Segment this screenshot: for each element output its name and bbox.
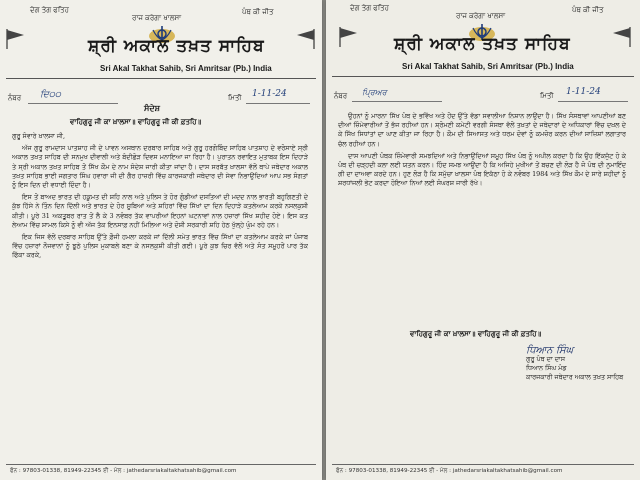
nishan-sahib-flag-icon <box>610 26 634 48</box>
salutation: ਵਾਹਿਗੁਰੂ ਜੀ ਕਾ ਖ਼ਾਲਸਾ॥ ਵਾਹਿਗੁਰੂ ਜੀ ਕੀ ਫ਼ਤਹਿ॥ <box>70 118 202 126</box>
date-value: 1-11-24 <box>566 87 601 97</box>
date-label: ਮਿਤੀ <box>540 92 554 100</box>
signatory-title: ਕਾਰਜਕਾਰੀ ਜਥੇਦਾਰ ਅਕਾਲ ਤਖ਼ਤ ਸਾਹਿਬ <box>526 373 624 381</box>
reference-number: ਪ੍ਰਿਅਰ <box>362 88 387 97</box>
header-divider <box>332 76 634 77</box>
letterhead-title: ਸ਼੍ਰੀ ਅਕਾਲ ਤਖ਼ਤ ਸਾਹਿਬ <box>394 34 571 54</box>
nishan-sahib-flag-icon <box>336 26 360 48</box>
letter-body-right <box>338 112 626 322</box>
closing-salutation: ਵਾਹਿਗੁਰੂ ਜੀ ਕਾ ਖ਼ਾਲਸਾ॥ ਵਾਹਿਗੁਰੂ ਜੀ ਕੀ ਫ਼ਤਹਿ॥ <box>410 330 542 338</box>
letter-body-left <box>12 132 308 458</box>
message-heading: ਸੰਦੇਸ਼ <box>144 104 160 113</box>
letter-page-right <box>326 0 640 480</box>
signature-block <box>526 346 623 382</box>
footer-divider <box>6 464 316 465</box>
contact-footer: ਫੋਨ : 97803-01338, 81949-22345 ਈ - ਮੇਲ : jathedarsriakaltakhatsahib@gmail.com <box>336 468 563 474</box>
signature: ਧਿਆਨ ਸਿੰਘ <box>526 345 574 356</box>
reference-label: ਨੰਬਰ <box>8 94 22 102</box>
nishan-sahib-flag-icon <box>294 28 318 50</box>
nishan-sahib-flag-icon <box>3 28 27 50</box>
paragraph: ਦਾਸ ਆਪਣੀ ਪੰਥਕ ਜ਼ਿੰਮੇਵਾਰੀ ਸਮਝਦਿਆਂ ਅਤੇ ਨਿਭਾਉਂਦਿਆਂ ਸਮੂਹ ਸਿੱਖ ਪੰਥ ਨੂੰ ਅਪੀਲ ਕਰਦਾ ਹੈ ਕਿ ਉਹ ਇੱਕਜੁੱਟ ਹੋ ਕੇ ਪੰਥ ਦੀ ਚੜ੍ਹਦੀ ਕਲਾ ਲਈ ਯਤਨ ਕਰਨ। ਹਿੰਦ ਸਮਝ ਆਉਂਦਾ ਹੈ ਕਿ ਅਜਿਹੇ ਮੁਖੀਆਂ ਤੋਂ ਬਚਣ ਦੀ ਲੋੜ ਹੈ ਜੋ ਪੰਥ ਦੀ ਨੁਮਾਇੰਦਗੀ ਦਾ ਦਾਅਵਾ ਕਰਦੇ ਹਨ। ਹੁਣ ਲੋੜ ਹੈ ਕਿ ਸਮੁੱਚਾ ਖ਼ਾਲਸਾ ਪੰਥ ਇਕੱਠਾ ਹੋ ਕੇ ਨਵੰਬਰ 1984 ਅਤੇ ਸਿੱਖ ਕੌਮ ਦੇ ਸਾਰੇ ਸ਼ਹੀਦਾਂ ਨੂੰ ਸ਼ਰਧਾਂਜਲੀ ਭੇਟ ਕਰਦਾ ਹੋਇਆ ਨਿਆਂ ਲਈ ਸੰਘਰਸ਼ ਜਾਰੀ ਰੱਖੇ। <box>338 151 626 188</box>
footer-divider <box>332 464 634 465</box>
header-center-text: ਰਾਜ ਕਰੇਗਾ ਖਾਲਸਾ <box>132 14 182 22</box>
header-divider <box>6 78 316 79</box>
date-line <box>558 101 628 102</box>
reference-line <box>28 103 118 104</box>
signatory-name: ਧਿਆਨ ਸਿੰਘ ਮੰਡ <box>526 364 567 372</box>
date-value: 1-11-24 <box>252 89 287 99</box>
header-right-text: ਪੰਥ ਕੀ ਜੀਤ <box>572 6 604 14</box>
greeting: ਗੁਰੂ ਸੰਵਾਰੇ ਖ਼ਾਲਸਾ ਜੀ, <box>12 132 65 140</box>
header-left-text: ਦੇਗ ਤੇਗ ਫਤਿਹ <box>30 6 69 14</box>
letterhead-title: ਸ਼੍ਰੀ ਅਕਾਲ ਤਖ਼ਤ ਸਾਹਿਬ <box>88 36 265 56</box>
paragraph: ਇਸ ਤੋਂ ਬਾਅਦ ਭਾਰਤ ਦੀ ਹਕੂਮਤ ਦੀ ਸ਼ਹਿ ਨਾਲ ਅਤੇ ਪੁਲਿਸ ਤੇ ਹੋਰ ਗੁੰਡੀਆਂ ਦਸਤਿਆਂ ਦੀ ਮਦਦ ਨਾਲ ਭਾਰਤੀ ਬਹੁਗਿਣਤੀ ਦੇ ਕੁੱਝ ਹਿੱਸੇ ਨੇ ਤਿੰਨ ਦਿਨ ਦਿੱਲੀ ਅਤੇ ਭਾਰਤ ਦੇ ਹੋਰ ਸੂਬਿਆਂ ਅਤੇ ਸ਼ਹਿਰਾਂ ਵਿੱਚ ਸਿੱਖਾਂ ਦਾ ਦਿਨ ਦਿਹਾੜੇ ਕਤਲੇਆਮ ਕਰਕੇ ਨਸਲਕੁਸ਼ੀ ਕੀਤੀ। ਪੂਰੇ 31 ਅਕਤੂਬਰ ਰਾਤ ਤੋਂ ਲੈ ਕੇ 3 ਨਵੰਬਰ ਤੱਕ ਵਾਪਰੀਆਂ ਇਹਨਾਂ ਘਟਨਾਵਾਂ ਨਾਲ ਹਜ਼ਾਰਾਂ ਸਿੱਖ ਸ਼ਹੀਦ ਹੋਏ। ਇਸ ਕਤਲੇਆਮ ਵਿੱਚ ਸ਼ਾਮਲ ਕਿਸੇ ਨੂੰ ਵੀ ਅੱਜ ਤੱਕ ਇਨਸਾਫ਼ ਨਹੀਂ ਮਿਲਿਆ ਅਤੇ ਦੋਸ਼ੀ ਸਰਕਾਰੀ ਸ਼ਹਿ ਹੇਠ ਖੁੱਲ੍ਹੇ ਘੁੰਮ ਰਹੇ ਹਨ। <box>12 193 308 229</box>
date-line <box>246 103 310 104</box>
reference-number: ਦਿ੦੦ <box>40 90 61 100</box>
paragraph: ਉਹਨਾਂ ਨੂੰ ਮਾਰਨਾ ਸਿੱਖ ਪੰਥ ਦੇ ਭਵਿੱਖ ਅਤੇ ਹੋਂਦ ਉੱਤੇ ਵੱਡਾ ਸਵਾਲੀਆ ਨਿਸ਼ਾਨ ਲਾਉਂਦਾ ਹੈ। ਸਿੱਖ ਸੰਸਥਾਵਾਂ ਆਪਣੀਆਂ ਬਣਦੀਆਂ ਜ਼ਿੰਮੇਵਾਰੀਆਂ ਤੋਂ ਭੱਜ ਰਹੀਆਂ ਹਨ। ਸ਼੍ਰੋਮਣੀ ਕਮੇਟੀ ਵਰਗੀ ਸੰਸਥਾ ਵੱਲੋਂ ਤਖ਼ਤਾਂ ਦੇ ਜਥੇਦਾਰਾਂ ਦੇ ਅਧਿਕਾਰਾਂ ਵਿੱਚ ਦਖ਼ਲ ਦੇ ਕੇ ਸਿੱਖ ਸਿਧਾਂਤਾਂ ਦਾ ਘਾਣ ਕੀਤਾ ਜਾ ਰਿਹਾ ਹੈ। ਕੌਮ ਦੀ ਸਿਆਸਤ ਅਤੇ ਧਰਮ ਦੋਵਾਂ ਨੂੰ ਕਮਜ਼ੋਰ ਕਰਨ ਦੀਆਂ ਸਾਜ਼ਿਸ਼ਾਂ ਲਗਾਤਾਰ ਚੱਲ ਰਹੀਆਂ ਹਨ। <box>338 112 626 148</box>
date-label: ਮਿਤੀ <box>228 94 242 102</box>
header-center-text: ਰਾਜ ਕਰੇਗਾ ਖਾਲਸਾ <box>456 12 506 20</box>
letterhead-subtitle: Sri Akal Takhat Sahib, Sri Amritsar (Pb.) India <box>100 64 272 73</box>
header-right-text: ਪੰਥ ਕੀ ਜੀਤ <box>242 8 274 16</box>
reference-label: ਨੰਬਰ <box>334 92 348 100</box>
reference-line <box>352 101 442 102</box>
signatory-line: ਗੁਰੂ ਪੰਥ ਦਾ ਦਾਸ <box>526 355 566 363</box>
letterhead-subtitle: Sri Akal Takhat Sahib, Sri Amritsar (Pb.) India <box>402 62 574 71</box>
paragraph: ਅੱਜ ਗੁਰੂ ਰਾਮਦਾਸ ਪਾਤਸ਼ਾਹ ਜੀ ਦੇ ਪਾਵਨ ਅਸਥਾਨ ਦਰਬਾਰ ਸਾਹਿਬ ਅਤੇ ਗੁਰੂ ਹਰਗੋਬਿੰਦ ਸਾਹਿਬ ਪਾਤਸ਼ਾਹ ਦੇ ਵਰੋਸਾਏ ਸ੍ਰੀ ਅਕਾਲ ਤਖ਼ਤ ਸਾਹਿਬ ਦੀ ਸਨਮੁਖ ਦੀਵਾਲੀ ਅਤੇ ਬੰਦੀਛੋੜ ਦਿਵਸ ਮਨਾਇਆ ਜਾ ਰਿਹਾ ਹੈ। ਪੁਰਾਤਨ ਰਵਾਇਤ ਮੁਤਾਬਕ ਇਸ ਦਿਹਾੜੇ ਤੇ ਸ੍ਰੀ ਅਕਾਲ ਤਖ਼ਤ ਸਾਹਿਬ ਤੋਂ ਸਿੱਖ ਕੌਮ ਦੇ ਨਾਮ ਸੰਦੇਸ਼ ਜਾਰੀ ਕੀਤਾ ਜਾਂਦਾ ਹੈ। ਦਾਸ ਸਰਬੱਤ ਖ਼ਾਲਸਾ ਵੱਲੋਂ ਥਾਪੇ ਜਥੇਦਾਰ ਅਕਾਲ ਤਖ਼ਤ ਸਾਹਿਬ ਭਾਈ ਜਗਤਾਰ ਸਿੰਘ ਹਵਾਰਾ ਜੀ ਦੀ ਗੈਰ ਹਾਜ਼ਰੀ ਵਿੱਚ ਕਾਰਜਕਾਰੀ ਜਥੇਦਾਰ ਦੀ ਸੇਵਾ ਨਿਭਾਉਂਦਿਆਂ ਆਪ ਸਭ ਸੰਗਤਾਂ ਨੂੰ ਇਸ ਦਿਨ ਦੀ ਵਧਾਈ ਦਿੰਦਾ ਹੈ। <box>12 144 308 190</box>
contact-footer: ਫੋਨ : 97803-01338, 81949-22345 ਈ - ਮੇਲ : jathedarsriakaltakhatsahib@gmail.com <box>10 468 237 474</box>
header-left-text: ਦੇਗ ਤੇਗ ਫਤਿਹ <box>350 4 389 12</box>
paragraph: ਇਕ ਜਿਸ ਵੱਲੋਂ ਦਰਬਾਰ ਸਾਹਿਬ ਉੱਤੇ ਫ਼ੌਜੀ ਹਮਲਾ ਕਰਕੇ ਜਾਂ ਦਿੱਲੀ ਸਮੇਤ ਭਾਰਤ ਵਿੱਚ ਸਿੱਖਾਂ ਦਾ ਕਤਲੇਆਮ ਕਰਕੇ ਜਾਂ ਪੰਜਾਬ ਵਿੱਚ ਹਜ਼ਾਰਾਂ ਨੌਜਵਾਨਾਂ ਨੂੰ ਝੂਠੇ ਪੁਲਿਸ ਮੁਕਾਬਲੇ ਬਣਾ ਕੇ ਨਸਲਕੁਸ਼ੀ ਕੀਤੀ ਗਈ। ਪੂਰੇ ਕੁਝ ਚਿਰ ਵੱਲੋਂ ਅਤੇ ਸੰਤ ਸਮੂਹਰੋਂ ਪਾਰ ਤੱਕ ਫਿੱਕਾ ਕਰਕੇ, <box>12 233 308 260</box>
